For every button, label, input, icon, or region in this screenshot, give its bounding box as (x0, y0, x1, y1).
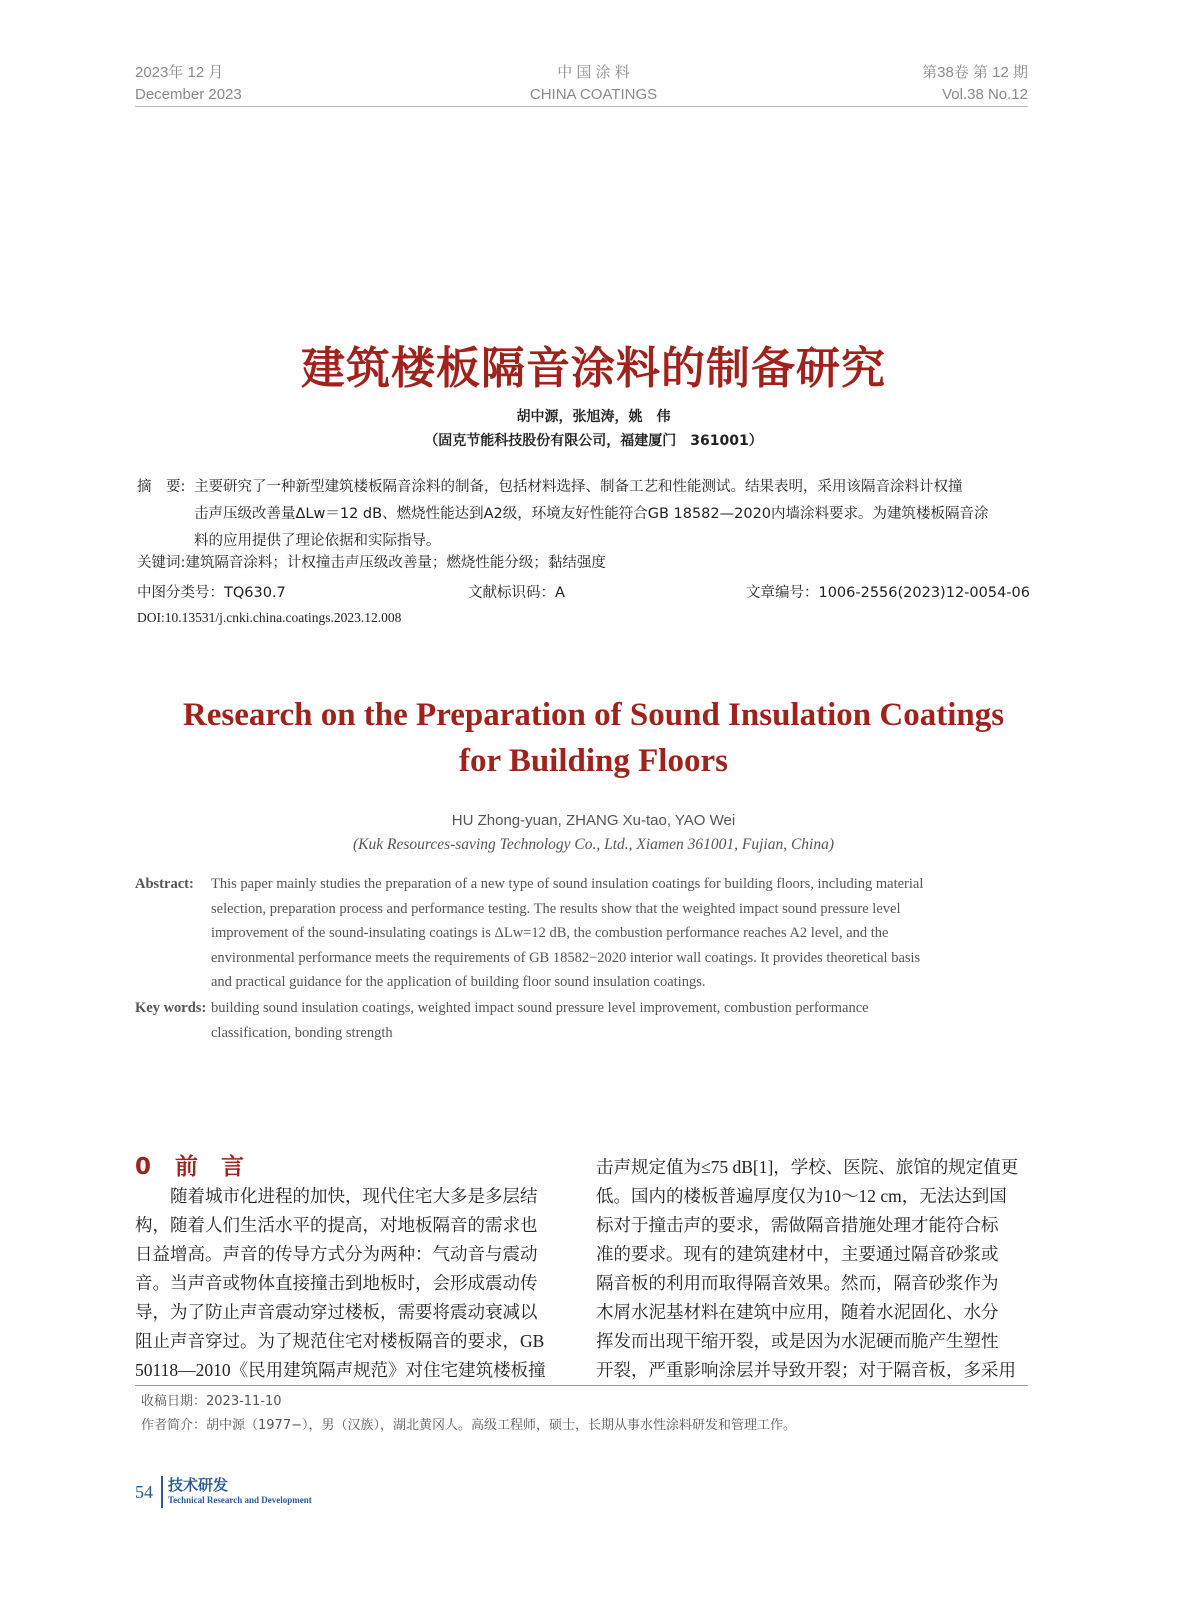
title-en-line: Research on the Preparation of Sound Insulation Coatings (182, 697, 1005, 733)
body-line: 50118—2010《民用建筑隔声规范》对住宅建筑楼板撞 (135, 1360, 546, 1380)
body-line: 低。国内的楼板普遍厚度仅为10～12 cm，无法达到国 (596, 1186, 1007, 1206)
title-en (0, 692, 1187, 784)
document-code: 文献标识码：A (468, 585, 565, 601)
footer-section-en: Technical Research and Development (168, 1495, 312, 1505)
body-line: 阻止声音穿过。为了规范住宅对楼板隔音的要求，GB (135, 1331, 545, 1351)
body-line: 准的要求。现有的建筑建材中，主要通过隔音砂浆或 (596, 1244, 999, 1264)
abstract-en-label: Abstract: (135, 876, 194, 892)
footnote-rule (135, 1385, 1028, 1386)
body-line: 隔音板的利用而取得隔音效果。然而，隔音砂浆作为 (596, 1273, 999, 1293)
footer-section (168, 1474, 312, 1505)
header-journal-en: CHINA COATINGS (529, 86, 658, 103)
footer-divider (161, 1476, 163, 1508)
authors-en: HU Zhong-yuan, ZHANG Xu-tao, YAO Wei (451, 812, 736, 829)
body-line: 击声规定值为≤75 dB[1]，学校、医院、旅馆的规定值更 (596, 1157, 1019, 1177)
authors-cn: 胡中源，张旭涛，姚 伟 (516, 409, 671, 425)
affiliation-cn: （固克节能科技股份有限公司，福建厦门 361001） (424, 433, 763, 449)
section-title: 前 言 (175, 1154, 245, 1180)
page-number: 54 (135, 1482, 153, 1502)
keywords-en-label: Key words: (135, 1000, 207, 1016)
body-line: 日益增高。声音的传导方式分为两种：气动音与震动 (135, 1244, 538, 1264)
header-date-en: December 2023 (135, 86, 242, 103)
section-heading (135, 1148, 244, 1181)
body-line: 随着城市化进程的加快，现代住宅大多是多层结 (135, 1186, 538, 1206)
abstract-en-line: and practical guidance for the application of building floor sound insulation coatings. (211, 974, 706, 990)
affiliation-en: (Kuk Resources-saving Technology Co., Ltd., Xiamen 361001, Fujian, China) (352, 836, 835, 853)
keywords-en-line: building sound insulation coatings, weighted impact sound pressure level improvement, combustion performance (211, 1000, 869, 1016)
abstract-en-line: selection, preparation process and performance testing. The results show that the weighted impact sound pressure level (211, 900, 901, 917)
abstract-cn (194, 474, 1034, 555)
header-issue-en: Vol.38 No.12 (942, 86, 1028, 103)
keywords-cn-label: 关键词: (137, 555, 186, 571)
abstract-cn-label: 摘 要: (137, 479, 186, 495)
abstract-cn-line: 料的应用提供了理论依据和实际指导。 (194, 533, 441, 549)
abstract-en (211, 872, 1031, 995)
author-bio: 作者简介：胡中源（1977−），男（汉族），湖北黄冈人。高级工程师，硕士，长期从事水性涂料研发和管理工作。 (141, 1418, 796, 1433)
footer-section-cn: 技术研发 (168, 1476, 229, 1494)
body-line: 挥发而出现干缩开裂，或是因为水泥硬而脆产生塑性 (596, 1331, 999, 1351)
section-number: 0 (135, 1154, 152, 1180)
body-line: 标对于撞击声的要求，需做隔音措施处理才能符合标 (596, 1215, 999, 1235)
abstract-en-line: improvement of the sound-insulating coatings is ΔLw=12 dB, the combustion performance reaches A2 level, and the (211, 925, 889, 941)
header-date-cn: 2023年 12 月 (135, 64, 224, 81)
header-issue (922, 62, 1028, 106)
body-line: 开裂，严重影响涂层并导致开裂；对于隔音板，多采用 (596, 1360, 1016, 1380)
title-cn: 建筑楼板隔音涂料的制备研究 (301, 343, 886, 394)
body-line: 导，为了防止声音震动穿过楼板，需要将震动衰减以 (135, 1302, 538, 1322)
abstract-cn-line: 主要研究了一种新型建筑楼板隔音涂料的制备，包括材料选择、制备工艺和性能测试。结果表明，采用该隔音涂料计权撞 (194, 479, 963, 495)
keywords-en-line: classification, bonding strength (211, 1024, 393, 1041)
body-column-left (135, 1182, 570, 1385)
article-number: 文章编号：1006-2556(2023)12-0054-06 (745, 585, 1030, 601)
keywords-cn-text: 建筑隔音涂料；计权撞击声压级改善量；燃烧性能分级；黏结强度 (185, 555, 606, 571)
keywords-en (211, 996, 1031, 1045)
body-line: 音。当声音或物体直接撞击到地板时，会形成震动传 (135, 1273, 538, 1293)
body-column-right (596, 1153, 1031, 1385)
header-issue-cn: 第38卷 第 12 期 (922, 64, 1028, 81)
header-journal-cn: 中 国 涂 料 (557, 64, 630, 81)
footnote (141, 1390, 796, 1438)
received-date: 收稿日期：2023-11-10 (141, 1394, 282, 1409)
header-rule (135, 106, 1028, 107)
body-line: 构，随着人们生活水平的提高，对地板隔音的需求也 (135, 1215, 538, 1235)
abstract-en-line: environmental performance meets the requirements of GB 18582−2020 interior wall coatings. It provides theoretical basis (211, 949, 921, 966)
abstract-cn-line: 击声压级改善量ΔLw＝12 dB、燃烧性能达到A2级，环境友好性能符合GB 18582—2020内墙涂料要求。为建筑楼板隔音涂 (194, 506, 989, 522)
title-en-line: for Building Floors (459, 743, 728, 779)
body-line: 木屑水泥基材料在建筑中应用，随着水泥固化、水分 (596, 1302, 999, 1322)
doi: DOI:10.13531/j.cnki.china.coatings.2023.12.008 (137, 610, 402, 625)
keywords-cn (137, 550, 606, 577)
abstract-en-line: This paper mainly studies the preparation of a new type of sound insulation coatings for building floors, including material (211, 876, 924, 892)
clc-number: 中图分类号：TQ630.7 (137, 585, 286, 601)
